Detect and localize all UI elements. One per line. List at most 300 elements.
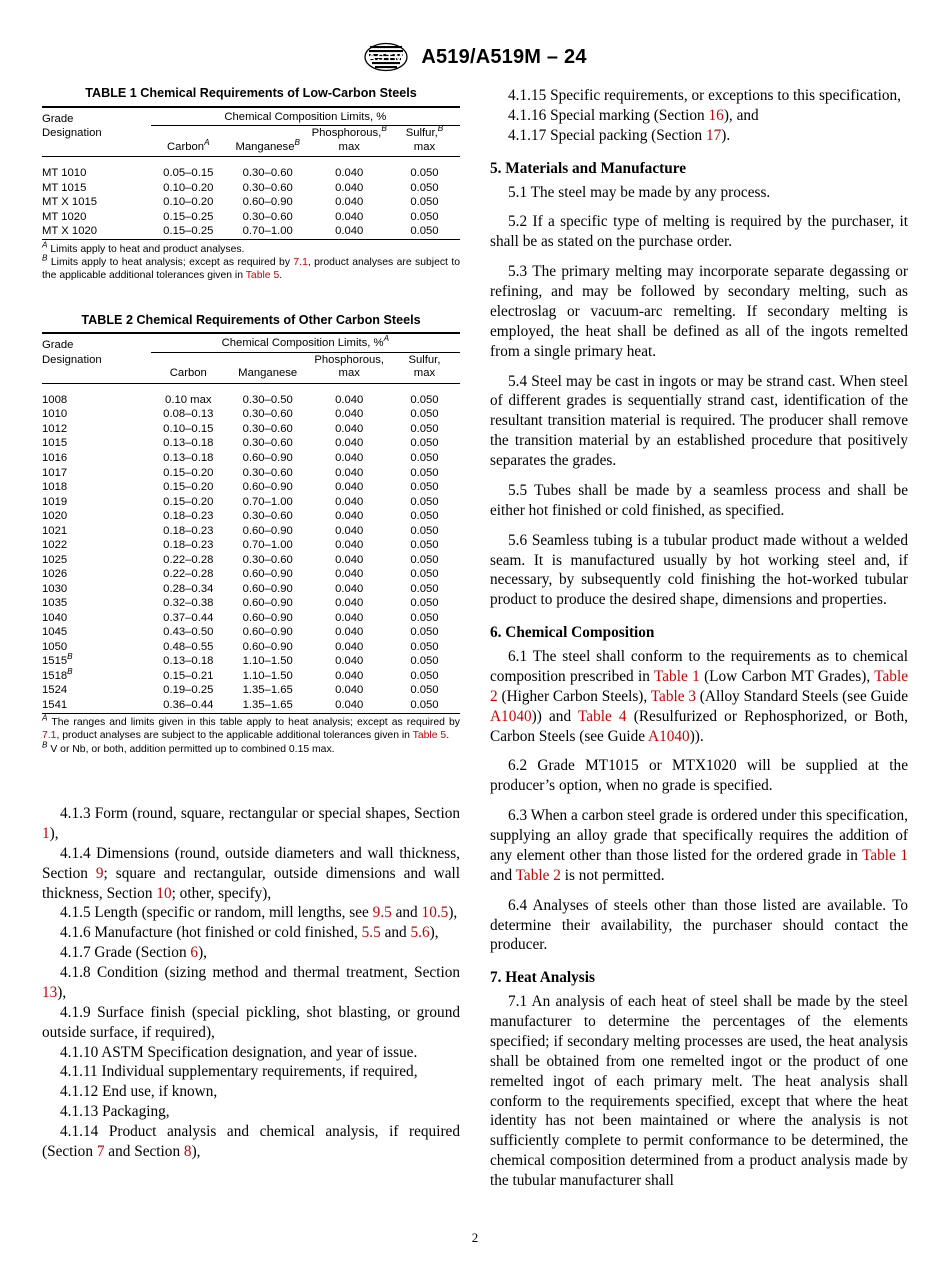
cell-phosphorous: 0.040 <box>335 640 364 653</box>
cell-phosphorous: 0.040 <box>335 167 364 180</box>
footnote-marker: B <box>42 253 48 263</box>
cell-sulfur: 0.050 <box>410 408 439 421</box>
text-run: 7.1 An analysis of each heat of steel shall be made by the steel manufacturer to determine the percentages of the elements specified; if secondary melting processes are used, the heat analysis shall be obtained from one remelted ingot or the product of one remelted ingot of each primary melt. The heat analysis shall conform to the requirements specified, except that where the heat identity has not been maintained or where the analysis is not sufficiently complete to permit conformance to be determined, the chemical composition determined from a product analysis made by the tubular manufacturer shall <box>490 993 908 1189</box>
cell-sulfur: 0.050 <box>410 553 439 566</box>
cross-reference-link[interactable]: Table 3 <box>650 687 696 705</box>
cell-sulfur: 0.050 <box>410 611 439 624</box>
cross-reference-link[interactable]: Table 4 <box>578 707 627 725</box>
cell-carbon: 0.22–0.28 <box>163 553 214 566</box>
cell-phosphorous: 0.040 <box>335 408 364 421</box>
cell-phosphorous: 0.040 <box>335 422 364 435</box>
text-run: 5.5 Tubes shall be made by a seamless process and shall be either hot finished or cold finished, as specified. <box>490 481 908 519</box>
cross-reference-link[interactable]: 7.1 <box>293 257 308 269</box>
table-2-col-sulfur: Sulfur, max <box>408 353 441 380</box>
body-paragraph <box>490 481 908 521</box>
cell-grade-designation: 1515$^B$ <box>42 652 73 668</box>
table-2-col-manganese: Manganese <box>238 367 298 380</box>
table-2-body <box>42 393 460 713</box>
body-paragraph <box>490 212 908 252</box>
cross-reference-link[interactable]: 5.6 <box>410 924 430 942</box>
text-run: 6.3 When a carbon steel grade is ordered under this specification, supplying an alloy grade that specifically requires the addition of any element other than those listed for the ordered grade in <box>490 807 908 864</box>
footnote-marker: A <box>383 334 390 344</box>
cell-sulfur: 0.050 <box>410 597 439 610</box>
text-run: ), and <box>723 106 759 124</box>
cross-reference-link[interactable]: 6 <box>190 944 199 962</box>
table-1-col-manganese: Manganese$^B$ <box>235 137 300 153</box>
cross-reference-link[interactable]: 16 <box>708 106 724 124</box>
cross-reference-link[interactable]: Table 1 <box>862 846 909 864</box>
cell-sulfur: 0.050 <box>410 524 439 537</box>
cell-carbon: 0.15–0.25 <box>163 225 214 238</box>
cell-manganese: 0.30–0.60 <box>242 422 293 435</box>
section-heading <box>490 623 908 643</box>
text-run: 6. Chemical Composition <box>490 624 655 642</box>
cell-grade-designation: 1017 <box>42 466 68 479</box>
cell-grade-designation: 1541 <box>42 698 68 711</box>
text-run: 4.1.14 Product analysis and chemical analysis, if required (Section <box>42 1123 460 1160</box>
text-run: 4.1.17 Special packing (Section <box>508 126 706 144</box>
cell-grade-designation: 1020 <box>42 510 68 523</box>
table-row <box>42 626 460 641</box>
table-1-span-header: Chemical Composition Limits, % <box>151 109 460 126</box>
text-run: ). <box>721 126 731 144</box>
table-row <box>42 568 460 583</box>
table-1-col-phosphorous: Phosphorous,$^B$ max <box>311 124 387 153</box>
cell-phosphorous: 0.040 <box>335 626 364 639</box>
cell-sulfur: 0.050 <box>410 437 439 450</box>
table-row <box>42 553 460 568</box>
cell-phosphorous: 0.040 <box>335 655 364 668</box>
cross-reference-link[interactable]: Table 5 <box>412 730 447 742</box>
footnote-marker: B <box>294 137 300 147</box>
cell-phosphorous: 0.040 <box>335 225 364 238</box>
cell-manganese: 1.35–1.65 <box>242 698 293 711</box>
cell-grade-designation: 1022 <box>42 539 68 552</box>
text-run: 4.1.16 Special marking (Section <box>508 106 709 124</box>
table-rule <box>42 713 460 714</box>
table-1-col-sulfur: Sulfur,$^B$ max <box>405 124 444 153</box>
cell-grade-designation: 1050 <box>42 640 68 653</box>
cell-sulfur: 0.050 <box>410 422 439 435</box>
table-2-grade-header: Grade Designation <box>42 339 102 366</box>
table-row <box>42 698 460 713</box>
cell-carbon: 0.36–0.44 <box>163 698 214 711</box>
cell-phosphorous: 0.040 <box>335 698 364 711</box>
cell-manganese: 0.30–0.60 <box>242 181 293 194</box>
cell-carbon: 0.15–0.20 <box>163 481 214 494</box>
table-row <box>42 684 460 699</box>
table-row <box>42 655 460 670</box>
cell-manganese: 0.60–0.90 <box>242 451 293 464</box>
text-run: ; other, specify), <box>171 884 272 902</box>
text-run: ; square and rectangular, outside dimensions and wall thickness, Section <box>42 864 460 902</box>
cell-phosphorous: 0.040 <box>335 611 364 624</box>
text-run: , product analyses are subject to the applicable additional tolerances given in <box>56 730 413 742</box>
body-paragraph <box>42 903 460 923</box>
cell-carbon: 0.13–0.18 <box>163 437 214 450</box>
table-footnote <box>42 240 460 256</box>
cross-reference-link[interactable]: 17 <box>705 126 722 144</box>
text-run: 4.1.9 Surface finish (special pickling, shot blasting, or ground outside surface, if required), <box>42 1003 460 1041</box>
page-number: 2 <box>471 1230 479 1245</box>
cell-sulfur: 0.050 <box>410 466 439 479</box>
cell-carbon: 0.10–0.20 <box>163 181 214 194</box>
table-row <box>42 582 460 597</box>
table-2-span-header-row <box>42 335 460 352</box>
cell-manganese: 0.30–0.60 <box>242 510 293 523</box>
footnote-marker: A <box>42 240 48 250</box>
cell-sulfur: 0.050 <box>410 626 439 639</box>
section-heading <box>490 968 908 988</box>
cross-reference-link[interactable]: 10.5 <box>421 904 449 922</box>
table-2-block <box>42 313 460 756</box>
table-row <box>42 451 460 466</box>
section-heading <box>490 159 908 179</box>
text-run: 5.3 The primary melting may incorporate separate degassing or refining, and may be followed by secondary melting, such as electroslag or vacuum-arc remelting. If secondary melting is employed, the heat shall be defined as all of the ingots remelted from a single primary heat. <box>490 263 908 360</box>
cross-reference-link[interactable]: 9.5 <box>372 904 392 922</box>
table-row <box>42 524 460 539</box>
cell-phosphorous: 0.040 <box>335 510 364 523</box>
text-run: , product analyses are subject to the applicable additional tolerances given in <box>42 257 460 282</box>
table-2-col-carbon: Carbon <box>169 367 207 380</box>
cell-carbon: 0.15–0.25 <box>163 210 214 223</box>
table-row <box>42 611 460 626</box>
table-row <box>42 437 460 452</box>
cell-grade-designation: 1030 <box>42 582 68 595</box>
body-paragraph <box>42 923 460 943</box>
table-row <box>42 538 460 553</box>
body-paragraph <box>42 943 460 963</box>
table-rule <box>42 240 460 241</box>
cell-manganese: 0.70–1.00 <box>242 539 293 552</box>
text-run: Limits apply to heat analysis; except as required by <box>50 257 294 269</box>
text-run: and <box>380 924 411 942</box>
cell-phosphorous: 0.040 <box>335 181 364 194</box>
table-row <box>42 480 460 495</box>
text-run: and Section <box>104 1142 184 1160</box>
cell-sulfur: 0.050 <box>410 640 439 653</box>
cell-manganese: 0.70–1.00 <box>242 225 293 238</box>
left-column <box>42 86 460 1162</box>
table-row <box>42 669 460 684</box>
cross-reference-link[interactable]: 5.5 <box>361 924 381 942</box>
cell-carbon: 0.22–0.28 <box>163 568 214 581</box>
text-run: 5.4 Steel may be cast in ingots or may be strand cast. When steel of different grades is sequentially strand cast, identification of the resultant transition material is required. The producer shall remove the transition material by an established procedure that positively separates the grades. <box>490 372 908 469</box>
cell-manganese: 0.30–0.60 <box>242 408 293 421</box>
body-paragraph <box>490 992 908 1191</box>
text-run: The ranges and limits given in this table apply to heat analysis; except as required by <box>51 717 461 729</box>
table-1-body <box>42 167 460 240</box>
table-spacer-row <box>42 158 460 167</box>
cell-manganese: 1.10–1.50 <box>242 669 293 682</box>
cell-grade-designation: MT 1020 <box>42 210 87 223</box>
cell-grade-designation: 1035 <box>42 597 68 610</box>
text-run: (Alloy Standard Steels (see Guide <box>695 687 908 705</box>
body-paragraph <box>490 126 908 146</box>
cell-sulfur: 0.050 <box>410 568 439 581</box>
cell-sulfur: 0.050 <box>410 196 439 209</box>
table-row <box>42 422 460 437</box>
cell-manganese: 0.30–0.50 <box>242 393 293 406</box>
table-2-span-header: Chemical Composition Limits, %$^A$ <box>151 335 460 352</box>
body-paragraph <box>490 183 908 203</box>
cell-manganese: 0.60–0.90 <box>242 626 293 639</box>
table-1-grade-header: Grade Designation <box>42 112 102 140</box>
body-paragraph <box>490 896 908 956</box>
body-paragraph <box>42 1102 460 1122</box>
cell-manganese: 1.10–1.50 <box>242 655 293 668</box>
cell-carbon: 0.10–0.15 <box>163 422 214 435</box>
cell-sulfur: 0.050 <box>410 167 439 180</box>
cell-carbon: 0.05–0.15 <box>163 167 214 180</box>
table-row <box>42 408 460 423</box>
text-run: Limits apply to heat and product analyses. <box>50 243 245 255</box>
table-row <box>42 167 460 182</box>
body-paragraph <box>490 647 908 746</box>
text-run: 4.1.13 Packaging, <box>60 1103 170 1121</box>
table-2-footnotes <box>42 713 461 756</box>
body-paragraph <box>42 804 460 844</box>
text-run: 4.1.4 Dimensions (round, outside diameters and wall thickness, Section <box>42 844 460 882</box>
text-run: 7. Heat Analysis <box>490 969 595 987</box>
text-run: 5.2 If a specific type of melting is required by the purchaser, it shall be as stated on the purchase order. <box>490 213 908 251</box>
left-column-text <box>42 804 460 1162</box>
footnote-marker: B <box>437 124 444 134</box>
text-run: . <box>279 270 283 282</box>
page-header <box>0 0 950 86</box>
body-paragraph <box>42 1003 460 1043</box>
cell-sulfur: 0.050 <box>410 539 439 552</box>
svg-text:T: T <box>386 52 394 64</box>
table-footnote <box>42 740 460 756</box>
text-run: . <box>446 730 450 742</box>
cell-phosphorous: 0.040 <box>335 669 364 682</box>
cell-manganese: 0.60–0.90 <box>242 611 293 624</box>
cell-carbon: 0.15–0.21 <box>163 669 214 682</box>
cell-sulfur: 0.050 <box>410 669 439 682</box>
cell-phosphorous: 0.040 <box>335 466 364 479</box>
table-row <box>42 181 460 196</box>
astm-logo-icon <box>363 40 409 74</box>
text-run: 4.1.6 Manufacture (hot finished or cold finished, <box>60 924 362 942</box>
text-run: 4.1.11 Individual supplementary requirements, if required, <box>60 1063 418 1081</box>
cell-grade-designation: 1016 <box>42 451 68 464</box>
cell-carbon: 0.08–0.13 <box>163 408 214 421</box>
cross-reference-link[interactable]: 8 <box>183 1142 192 1160</box>
cell-carbon: 0.32–0.38 <box>163 597 214 610</box>
table-1-span-header-row <box>42 109 460 126</box>
cell-phosphorous: 0.040 <box>335 451 364 464</box>
cell-carbon: 0.15–0.20 <box>163 466 214 479</box>
cell-carbon: 0.13–0.18 <box>163 451 214 464</box>
cell-grade-designation: MT X 1015 <box>42 196 98 209</box>
cell-sulfur: 0.050 <box>410 684 439 697</box>
text-run: ), <box>57 983 67 1001</box>
text-run: (Low Carbon MT Grades), <box>699 667 875 685</box>
body-paragraph <box>42 1122 460 1162</box>
text-run: ), <box>191 1142 201 1160</box>
text-run: (Higher Carbon Steels), <box>497 687 651 705</box>
cross-reference-link[interactable]: 1 <box>42 824 50 842</box>
table-1 <box>42 106 460 241</box>
text-run: and <box>391 904 422 922</box>
cell-sulfur: 0.050 <box>410 655 439 668</box>
body-paragraph <box>42 1082 460 1102</box>
text-run: )) and <box>531 707 578 725</box>
body-paragraph <box>490 86 908 106</box>
text-run: 4.1.7 Grade (Section <box>60 944 191 962</box>
table-row <box>42 393 460 408</box>
cell-grade-designation: 1040 <box>42 611 68 624</box>
cross-reference-link[interactable]: A1040 <box>490 707 532 725</box>
cross-reference-link[interactable]: 10 <box>156 884 172 902</box>
body-paragraph <box>490 806 908 886</box>
table-footnote <box>42 253 460 283</box>
cell-carbon: 0.13–0.18 <box>163 655 214 668</box>
text-run: V or Nb, or both, addition permitted up to combined 0.15 max. <box>50 743 335 755</box>
table-spacer-row <box>42 384 460 393</box>
text-run: 4.1.8 Condition (sizing method and thermal treatment, Section <box>60 964 460 982</box>
cell-phosphorous: 0.040 <box>335 210 364 223</box>
text-run: ), <box>198 944 207 962</box>
right-column-text <box>490 86 908 1191</box>
text-run: 4.1.12 End use, if known, <box>60 1083 218 1101</box>
footnote-marker: A <box>204 137 210 147</box>
table-row <box>42 597 460 612</box>
cell-manganese: 0.60–0.90 <box>242 481 293 494</box>
cell-carbon: 0.10–0.20 <box>163 196 214 209</box>
cell-sulfur: 0.050 <box>410 210 439 223</box>
cell-grade-designation: 1518$^B$ <box>42 666 73 682</box>
footnote-marker: A <box>42 713 48 723</box>
cell-phosphorous: 0.040 <box>335 553 364 566</box>
table-1-footnotes <box>42 240 460 283</box>
cell-phosphorous: 0.040 <box>335 437 364 450</box>
cross-reference-link[interactable]: Table 5 <box>245 270 280 282</box>
cell-sulfur: 0.050 <box>410 451 439 464</box>
footnote-marker: B <box>42 740 48 750</box>
cell-phosphorous: 0.040 <box>335 481 364 494</box>
table-row <box>42 210 460 225</box>
cell-carbon: 0.19–0.25 <box>163 684 214 697</box>
cross-reference-link[interactable]: 9 <box>95 864 104 882</box>
footnote-marker: B <box>381 124 387 134</box>
cell-manganese: 0.70–1.00 <box>242 495 293 508</box>
cross-reference-link[interactable]: 7 <box>96 1142 105 1160</box>
page-columns <box>0 86 950 1191</box>
cell-grade-designation: 1012 <box>42 422 68 435</box>
text-run: is not permitted. <box>560 866 665 884</box>
text-run: 5.1 The steel may be made by any process. <box>508 183 771 201</box>
cross-reference-link[interactable]: A1040 <box>648 727 690 745</box>
cell-sulfur: 0.050 <box>410 481 439 494</box>
cross-reference-link[interactable]: 13 <box>42 983 58 1001</box>
body-paragraph <box>42 1043 460 1063</box>
cross-reference-link[interactable]: 7.1 <box>42 730 57 742</box>
cell-grade-designation: 1524 <box>42 684 68 697</box>
table-row <box>42 466 460 481</box>
footnote-marker: B <box>67 652 73 662</box>
cell-carbon: 0.18–0.23 <box>163 539 214 552</box>
cell-manganese: 0.30–0.60 <box>242 210 293 223</box>
text-run: 5.6 Seamless tubing is a tubular product made without a welded seam. It is manufactured usually by hot working steel and, if necessary, by subsequently cold finishing the hot-worked tubular product to produce the desired shape, dimensions and properties. <box>490 531 908 609</box>
table-2-col-phosphorous: Phosphorous, max <box>314 353 385 380</box>
cell-phosphorous: 0.040 <box>335 568 364 581</box>
cell-grade-designation: MT X 1020 <box>42 225 98 238</box>
body-paragraph <box>490 106 908 126</box>
text-run: (Resulfurized or Rephosphorized, or Both, Carbon Steels (see Guide <box>490 707 908 745</box>
cell-sulfur: 0.050 <box>410 225 439 238</box>
text-run: 4.1.5 Length (specific or random, mill lengths, see <box>60 904 373 922</box>
cell-sulfur: 0.050 <box>410 495 439 508</box>
cell-grade-designation: MT 1015 <box>42 181 87 194</box>
cell-phosphorous: 0.040 <box>335 539 364 552</box>
cell-phosphorous: 0.040 <box>335 495 364 508</box>
cross-reference-link[interactable]: Table 1 <box>653 667 700 685</box>
document-designation: A519/A519M – 24 <box>421 45 587 68</box>
cell-manganese: 0.60–0.90 <box>242 582 293 595</box>
table-1-block <box>42 86 460 283</box>
table-row <box>42 495 460 510</box>
cell-sulfur: 0.050 <box>410 510 439 523</box>
table-1-caption: TABLE 1 Chemical Requirements of Low-Carbon Steels <box>85 86 417 100</box>
table-1-col-carbon: Carbon$^A$ <box>167 137 210 153</box>
cell-manganese: 1.35–1.65 <box>242 684 293 697</box>
text-run: 4.1.3 Form (round, square, rectangular or special shapes, Section <box>60 805 460 823</box>
cell-grade-designation: MT 1010 <box>42 167 87 180</box>
table-row <box>42 640 460 655</box>
cell-grade-designation: 1019 <box>42 495 68 508</box>
cell-manganese: 0.60–0.90 <box>242 196 293 209</box>
cell-sulfur: 0.050 <box>410 393 439 406</box>
body-paragraph <box>490 756 908 796</box>
cell-carbon: 0.10 max <box>165 393 212 406</box>
body-paragraph <box>42 1062 460 1082</box>
body-paragraph <box>490 531 908 611</box>
cell-phosphorous: 0.040 <box>335 582 364 595</box>
text-run: 6.4 Analyses of steels other than those listed are available. To determine their availability, the purchaser should contact the producer. <box>490 896 908 954</box>
body-paragraph <box>490 372 908 471</box>
table-2 <box>42 332 460 714</box>
cell-manganese: 0.30–0.60 <box>242 553 293 566</box>
cell-grade-designation: 1010 <box>42 408 68 421</box>
cell-grade-designation: 1018 <box>42 481 68 494</box>
cell-carbon: 0.15–0.20 <box>163 495 214 508</box>
cell-grade-designation: 1026 <box>42 568 68 581</box>
text-run: 6.2 Grade MT1015 or MTX1020 will be supplied at the producer’s option, when no grade is specified. <box>490 757 908 795</box>
cross-reference-link[interactable]: Table 2 <box>515 866 561 884</box>
cell-carbon: 0.28–0.34 <box>163 582 214 595</box>
text-run: ), <box>429 924 439 942</box>
cell-phosphorous: 0.040 <box>335 597 364 610</box>
footnote-marker: B <box>67 666 73 676</box>
cell-manganese: 0.30–0.60 <box>242 466 293 479</box>
cell-carbon: 0.43–0.50 <box>163 626 214 639</box>
table-row <box>42 196 460 211</box>
cell-carbon: 0.48–0.55 <box>163 640 214 653</box>
cell-sulfur: 0.050 <box>410 698 439 711</box>
cell-carbon: 0.18–0.23 <box>163 510 214 523</box>
text-run: ), <box>49 824 59 842</box>
cell-manganese: 0.60–0.90 <box>242 640 293 653</box>
cell-manganese: 0.30–0.60 <box>242 437 293 450</box>
cell-phosphorous: 0.040 <box>335 196 364 209</box>
cross-reference-link[interactable]: Table 2 <box>490 667 908 705</box>
text-run: ), <box>448 904 458 922</box>
svg-text:S: S <box>377 52 385 64</box>
cell-manganese: 0.60–0.90 <box>242 524 293 537</box>
cell-manganese: 0.30–0.60 <box>242 167 293 180</box>
